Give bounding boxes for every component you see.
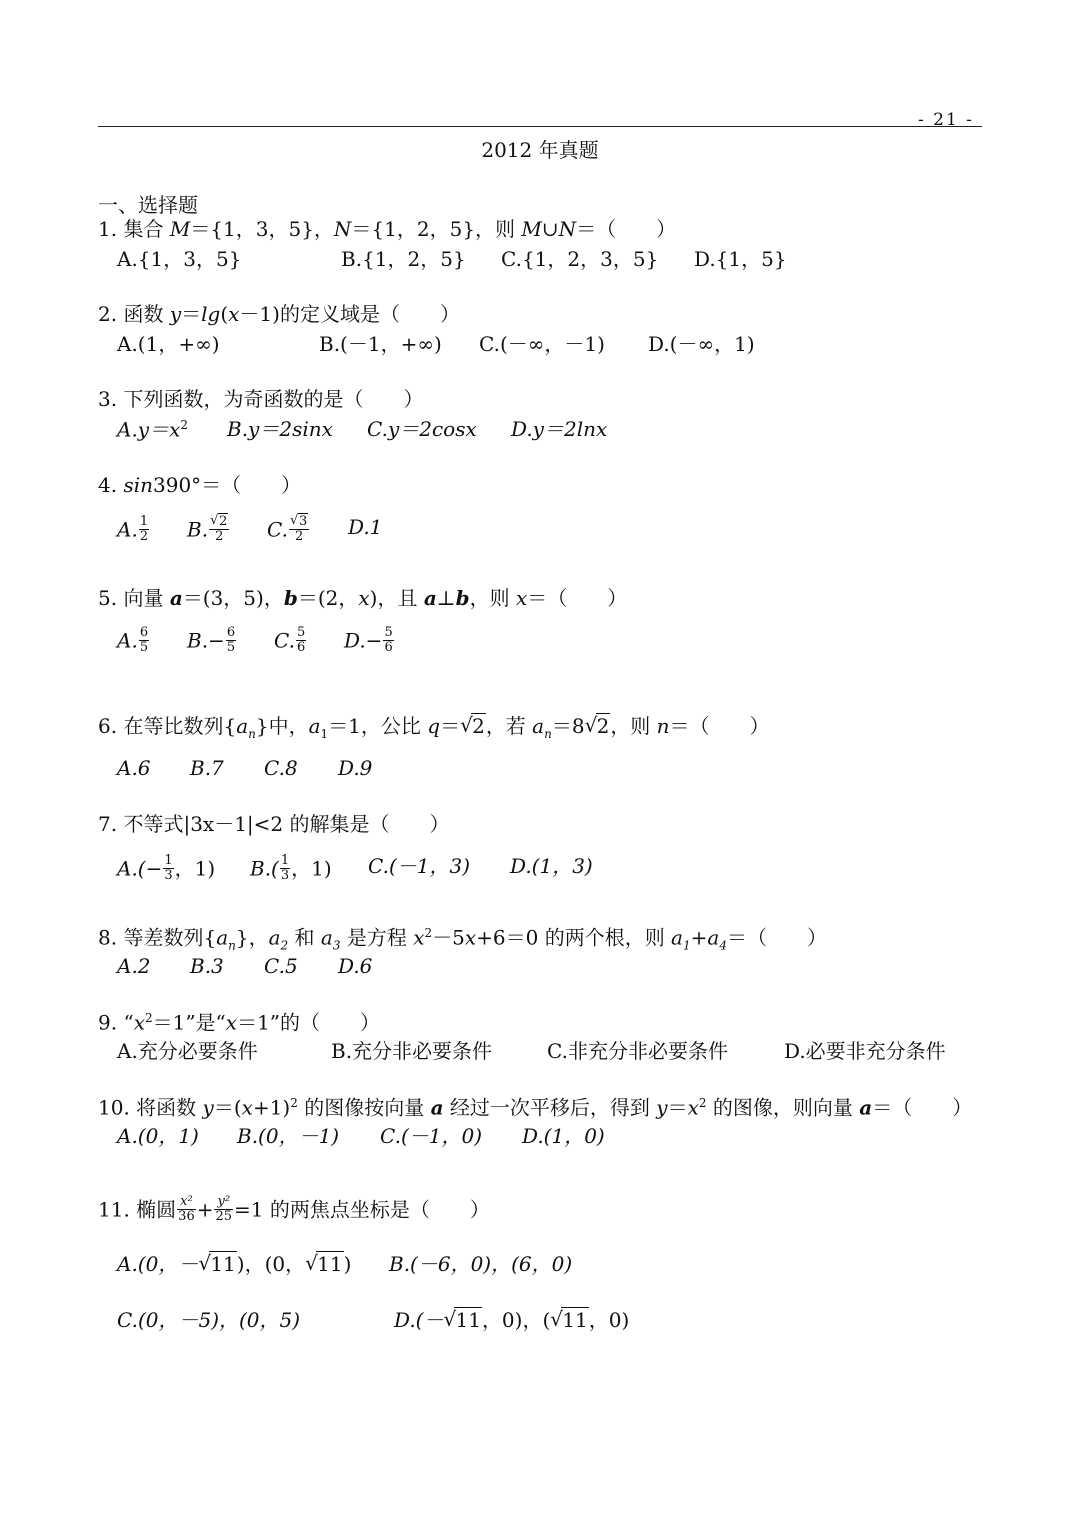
vector-a: a [169,586,183,610]
question-number: 10. [98,1095,130,1120]
option-c: C.y＝2cosx [367,417,477,441]
option-b: B. √ $\frac{2}{2}$ [187,517,230,545]
option-b: B.{1，2，5} [341,247,466,271]
question-11: 11. 椭圆 $\frac{\text{x²}}{36}$ + $\frac{\text{y²}}{25}$ =1 的两焦点坐标是（ ） [98,1194,490,1224]
option-d: D.(1，3) [510,854,593,878]
option-b: B.7 [190,756,224,780]
question-text: ＝（ ） [576,217,677,241]
math-func: sin [123,473,153,497]
sqrt: √ 2 [210,515,228,529]
fraction: $\frac{\text{x²}}{36}$ [178,1194,195,1224]
option-c: C. $\frac{5}{6}$ [274,625,306,655]
question-text: 集合 [123,217,170,241]
option-d: D.(－∞，1) [648,332,755,356]
header-rule [98,126,982,127]
question-1 [98,219,676,239]
option-c: C.(－1，0) [380,1124,483,1148]
sqrt: √ 11 [305,1254,343,1274]
option-a: $A.y=x^2$ [117,417,189,442]
option-a: A. $\frac{1}{2}$ [117,514,149,544]
vector-a: a [423,586,437,610]
option-b: B.(－1，+∞) [319,332,442,356]
question-text: 不等式|3x－1|<2 的解集是（ ） [123,812,450,836]
vector-a: a [859,1095,873,1120]
option-a: A.6 [117,756,151,780]
fraction: $\frac{1}{3}$ [164,853,173,883]
option-c: C.非充分非必要条件 [547,1039,728,1063]
fraction: $\frac{\text{y²}}{25}$ [215,1194,233,1224]
option-a: A.2 [117,954,151,978]
option-d: D.1 [348,515,383,539]
question-number: 7. [98,812,118,836]
option-c: C.(－1，3) [368,854,471,878]
question-4 [98,475,301,495]
question-9: 9. “$x^2=1$”是“x＝1”的（ ） [98,1010,381,1035]
question-number: 1. [98,217,118,241]
vector-b: b [283,586,298,610]
question-number: 8. [98,925,118,950]
question-text: 下列函数，为奇函数的是（ ） [123,387,424,411]
option-c: C.8 [264,756,298,780]
option-b: B.( $\frac{1}{3}$ ，1) [250,853,332,883]
fraction: √ $\frac{3}{2}$ [289,515,309,543]
sqrt: √ 11 [550,1310,588,1330]
question-text: ＝{1，2，5}，则 [351,217,522,241]
sqrt: √ 11 [443,1310,481,1330]
math-symbol: ∪ [541,217,559,241]
math-var: N [558,217,577,241]
math-var: y [169,302,182,326]
question-text: 函数 [123,302,170,326]
option-d: D.(－√ 11，0)，(√ 11，0) [394,1310,629,1330]
option-c: C.(0，－5)，(0，5) [117,1308,301,1332]
option-a: A.(1，+∞) [117,332,220,356]
fraction: $\frac{5}{6}$ [384,625,393,655]
question-number: 5. [98,586,118,610]
question-3 [98,389,423,409]
sqrt: √ 11 [198,1254,236,1274]
math-var: x [228,302,240,326]
option-d: D.9 [338,756,373,780]
question-6: 6. 在等比数列$\{a_n\}$中，$a_1=1$，公比 q＝√ 2，若 $a_n=8√$ 2，则 n＝（ ） [98,716,770,740]
fraction: $\frac{1}{2}$ [139,514,149,544]
fraction: √ $\frac{2}{2}$ [209,515,229,543]
option-d: D.{1，5} [694,247,787,271]
option-d: D.(1，0) [522,1124,605,1148]
option-c: C.(－∞，－1) [479,332,605,356]
sqrt: √ 3 [290,515,308,529]
option-b: B.充分非必要条件 [331,1039,493,1063]
option-a: A.(− $\frac{1}{3}$ ，1) [117,853,216,883]
option-b: B.3 [190,954,224,978]
question-text: ＝{1，3，5}， [190,217,334,241]
question-number: 6. [98,714,118,738]
math-var: M [169,217,191,241]
option-c: C.{1，2，3，5} [501,247,659,271]
question-number: 9. [98,1010,118,1035]
question-text: ＝ [181,302,202,326]
page-number: - 21 - [918,110,974,130]
question-text: 390°＝（ ） [153,473,302,497]
option-a: A.{1，3，5} [117,247,242,271]
option-b: B.− $\frac{6}{5}$ [187,625,236,655]
option-d: D.6 [338,954,373,978]
sqrt: √ 2 [460,716,486,736]
option-b: B.y＝2sinx [227,417,333,441]
section-heading: 一、选择题 [98,193,198,217]
math-func: lg [201,302,221,326]
question-number: 4. [98,473,118,497]
sqrt: √ 2 [585,716,611,736]
option-a: A.充分必要条件 [117,1039,258,1063]
question-7 [98,814,450,834]
question-5: 5. 向量 a＝(3，5)，b＝(2，x)，且 a⊥b，则 x＝（ ） [98,586,628,610]
math-var: N [333,217,352,241]
fraction: $\frac{1}{3}$ [280,853,290,883]
question-number: 2. [98,302,118,326]
option-d: D.必要非充分条件 [784,1039,946,1063]
option-a: A.(0，－√ 11)，(0，√ 11) [117,1254,351,1274]
fraction: $\frac{6}{5}$ [226,625,236,655]
math-var: M [521,217,542,241]
option-c: C. √ $\frac{3}{2}$ [267,517,310,545]
question-8: 8. 等差数列$\{a_n\}$，$a_2$ 和 $a_3$ 是方程 $x^2-5x+6=0$ 的两个根，则 $a_1+a_4=$（ ） [98,925,827,953]
vector-a: a [430,1095,444,1120]
option-a: A. $\frac{6}{5}$ [117,625,149,655]
question-number: 11. [98,1197,130,1222]
fraction: $\frac{6}{5}$ [139,625,149,655]
fraction: $\frac{5}{6}$ [296,625,306,655]
option-b: B.(0，－1) [237,1124,340,1148]
question-2 [98,304,460,324]
option-c: C.5 [264,954,298,978]
option-a: A.(0，1) [117,1124,199,1148]
question-number: 3. [98,387,118,411]
question-text: －1)的定义域是（ ） [239,302,460,326]
vector-b: b [455,586,470,610]
question-10: 10. 将函数 $y=(x+1)^2$ 的图像按向量 a 经过一次平移后，得到 $y=x^2$ 的图像，则向量 a＝（ ） [98,1095,973,1120]
option-d: D.− $\frac{5}{6}$ [344,625,393,655]
page-title: 2012 年真题 [481,138,599,162]
option-d: D.y＝2lnx [511,417,608,441]
option-b: B.(－6，0)，(6，0) [389,1252,573,1276]
question-text: ( [220,302,229,326]
